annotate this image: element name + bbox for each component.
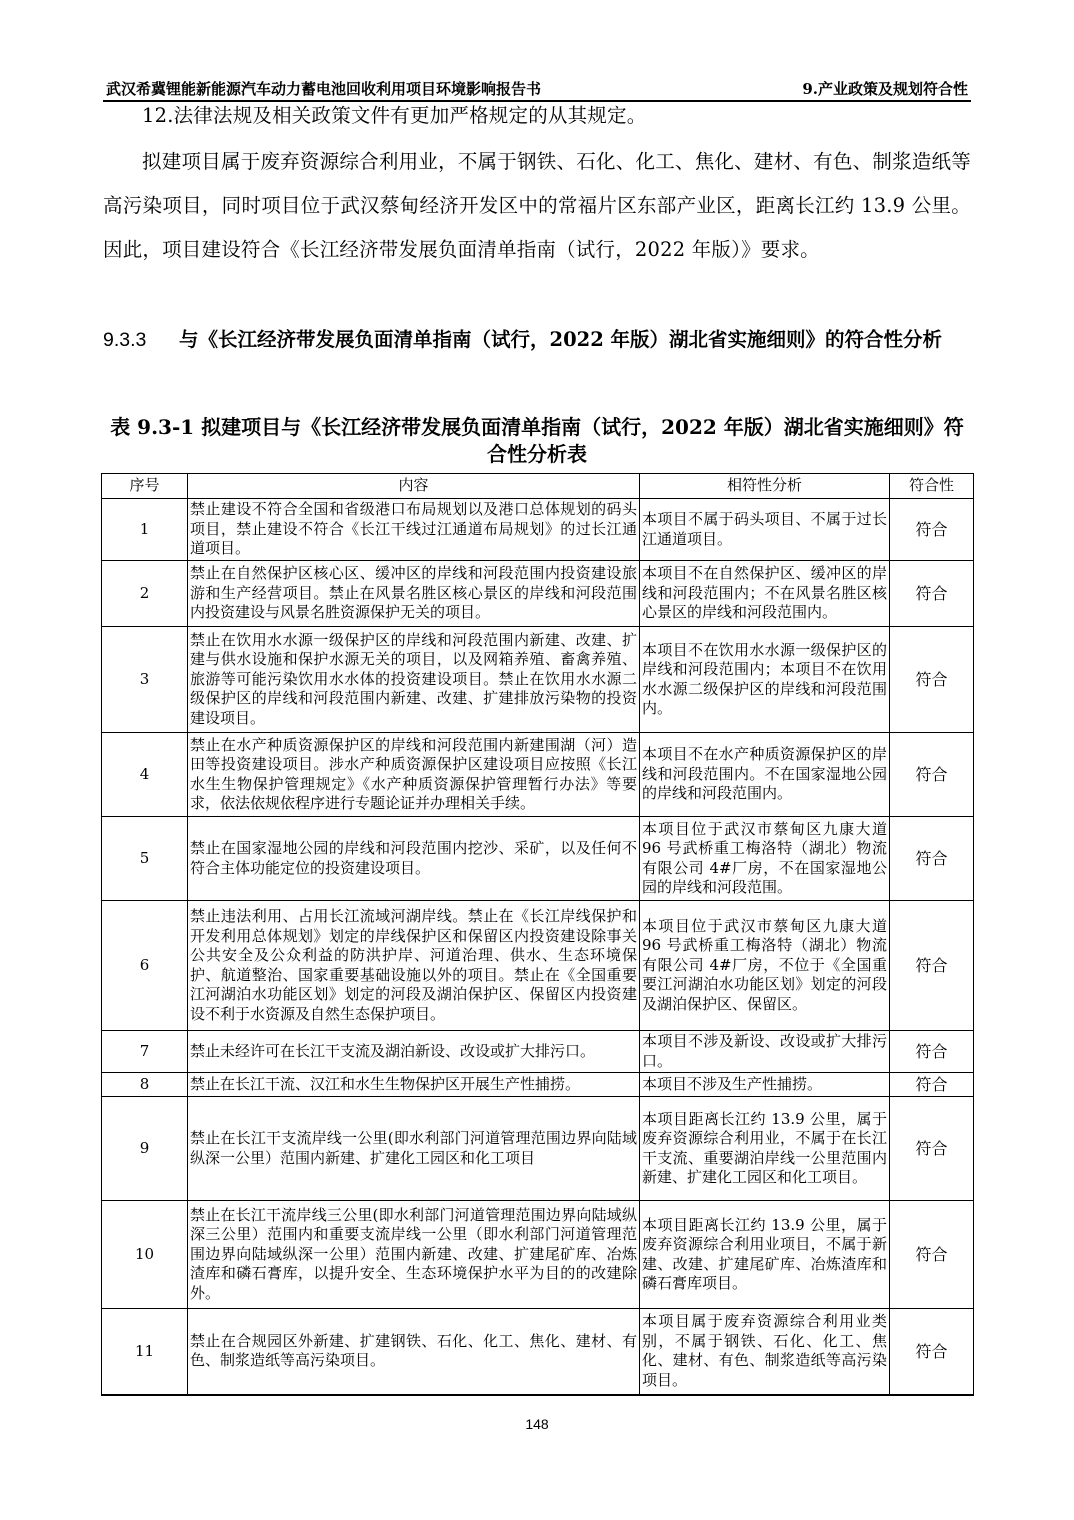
table-row: [102, 627, 974, 733]
row-result: 符合: [890, 1097, 974, 1201]
row-content: 禁止在合规园区外新建、扩建钢铁、石化、化工、焦化、建材、有色、制浆造纸等高污染项目。: [188, 1309, 640, 1395]
row-no: 2: [102, 561, 188, 627]
header-analysis: 相符性分析: [640, 474, 890, 499]
row-no: 8: [102, 1073, 188, 1097]
row-analysis: 本项目距离长江约 13.9 公里，属于废弃资源综合利用业，不属于在长江干支流、重要湖泊岸线一公里范围内新建、扩建化工园区和化工项目。: [640, 1097, 890, 1201]
row-no: 9: [102, 1097, 188, 1201]
row-analysis: 本项目位于武汉市蔡甸区九康大道 96 号武桥重工梅洛特（湖北）物流有限公司 4#厂房，不位于《全国重要江河湖泊水功能区划》划定的河段及湖泊保护区、保留区。: [640, 901, 890, 1031]
header-result: 符合性: [890, 474, 974, 499]
section-number: 9.3.3: [103, 329, 147, 351]
row-content: 禁止在国家湿地公园的岸线和河段范围内挖沙、采矿，以及任何不符合主体功能定位的投资建设项目。: [188, 817, 640, 901]
row-content: 禁止未经许可在长江干支流及湖泊新设、改设或扩大排污口。: [188, 1031, 640, 1073]
table-row: [102, 1201, 974, 1309]
row-content: 禁止在水产种质资源保护区的岸线和河段范围内新建围湖（河）造田等投资建设项目。涉水产种质资源保护区建设项目应按照《长江水生生物保护管理规定》《水产种质资源保护管理暂行办法》等要求，依法依规依程序进行专题论证并办理相关手续。: [188, 733, 640, 817]
row-analysis: 本项目不涉及生产性捕捞。: [640, 1073, 890, 1097]
row-no: 10: [102, 1201, 188, 1309]
table-row: [102, 1309, 974, 1395]
row-no: 7: [102, 1031, 188, 1073]
compliance-table: [101, 473, 974, 1396]
row-analysis: 本项目不在水产种质资源保护区的岸线和河段范围内。不在国家湿地公园的岸线和河段范围内。: [640, 733, 890, 817]
header-section: 9.产业政策及规划符合性: [802, 80, 968, 98]
paragraph-1: 12.法律法规及相关政策文件有更加严格规定的从其规定。: [142, 104, 647, 127]
row-result: 符合: [890, 817, 974, 901]
page-number: 148: [525, 1416, 549, 1432]
row-result: 符合: [890, 733, 974, 817]
row-analysis: 本项目位于武汉市蔡甸区九康大道 96 号武桥重工梅洛特（湖北）物流有限公司 4#厂房，不在国家湿地公园的岸线和河段范围。: [640, 817, 890, 901]
row-result: 符合: [890, 499, 974, 561]
row-analysis: 本项目不涉及新设、改设或扩大排污口。: [640, 1031, 890, 1073]
row-content: 禁止在饮用水水源一级保护区的岸线和河段范围内新建、改建、扩建与供水设施和保护水源无关的项目，以及网箱养殖、畜禽养殖、旅游等可能污染饮用水水体的投资建设项目。禁止在饮用水水源二级保护区的岸线和河段范围内新建、改建、扩建排放污染物的投资建设项目。: [188, 627, 640, 733]
row-content: 禁止违法利用、占用长江流域河湖岸线。禁止在《长江岸线保护和开发利用总体规划》划定的岸线保护区和保留区内投资建设除事关公共安全及公众利益的防洪护岸、河道治理、供水、生态环境保护、航道整治、国家重要基础设施以外的项目。禁止在《全国重要江河湖泊水功能区划》划定的河段及湖泊保护区、保留区内投资建设不利于水资源及自然生态保护项目。: [188, 901, 640, 1031]
row-no: 11: [102, 1309, 188, 1395]
row-result: 符合: [890, 1201, 974, 1309]
table-row: [102, 733, 974, 817]
paragraph-2: 拟建项目属于废弃资源综合利用业，不属于钢铁、石化、化工、焦化、建材、有色、制浆造纸等高污染项目，同时项目位于武汉蔡甸经济开发区中的常福片区东部产业区，距离长江约 13.9 公里。因此，项目建设符合《长江经济带发展负面清单指南（试行，2022 年版）》要求。: [103, 150, 971, 261]
section-title: 与《长江经济带发展负面清单指南（试行，2022 年版）湖北省实施细则》的符合性分析: [179, 328, 943, 351]
header-content: 内容: [188, 474, 640, 499]
table-row: [102, 561, 974, 627]
row-analysis: 本项目不在饮用水水源一级保护区的岸线和河段范围内；本项目不在饮用水水源二级保护区的岸线和河段范围内。: [640, 627, 890, 733]
row-result: 符合: [890, 1031, 974, 1073]
row-no: 4: [102, 733, 188, 817]
header-no: 序号: [102, 474, 188, 499]
row-no: 5: [102, 817, 188, 901]
section-heading: [103, 318, 971, 362]
row-no: 3: [102, 627, 188, 733]
table-caption: 表 9.3-1 拟建项目与《长江经济带发展负面清单指南（试行，2022 年版）湖北省实施细则》符合性分析表: [110, 415, 964, 466]
row-content: 禁止在长江干流、汉江和水生生物保护区开展生产性捕捞。: [188, 1073, 640, 1097]
table-row: [102, 1073, 974, 1097]
row-analysis: 本项目距离长江约 13.9 公里，属于废弃资源综合利用业项目，不属于新建、改建、扩建尾矿库、冶炼渣库和磷石膏库项目。: [640, 1201, 890, 1309]
row-content: 禁止在长江干支流岸线一公里(即水利部门河道管理范围边界向陆域纵深一公里）范围内新建、扩建化工园区和化工项目: [188, 1097, 640, 1201]
row-result: 符合: [890, 561, 974, 627]
row-result: 符合: [890, 627, 974, 733]
table-header-row: [102, 474, 974, 499]
row-no: 1: [102, 499, 188, 561]
table-row: [102, 817, 974, 901]
row-result: 符合: [890, 1073, 974, 1097]
row-analysis: 本项目不在自然保护区、缓冲区的岸线和河段范围内；不在风景名胜区核心景区的岸线和河段范围内。: [640, 561, 890, 627]
table-row: [102, 1031, 974, 1073]
row-content: 禁止在长江干流岸线三公里(即水利部门河道管理范围边界向陆域纵深三公里）范围内和重要支流岸线一公里（即水利部门河道管理范围边界向陆域纵深一公里）范围内新建、改建、扩建尾矿库、冶炼渣库和磷石膏库，以提升安全、生态环境保护水平为目的的改建除外。: [188, 1201, 640, 1309]
row-analysis: 本项目属于废弃资源综合利用业类别，不属于钢铁、石化、化工、焦化、建材、有色、制浆造纸等高污染项目。: [640, 1309, 890, 1395]
table-row: [102, 901, 974, 1031]
row-analysis: 本项目不属于码头项目、不属于过长江通道项目。: [640, 499, 890, 561]
row-no: 6: [102, 901, 188, 1031]
row-result: 符合: [890, 1309, 974, 1395]
row-content: 禁止在自然保护区核心区、缓冲区的岸线和河段范围内投资建设旅游和生产经营项目。禁止在风景名胜区核心景区的岸线和河段范围内投资建设与风景名胜资源保护无关的项目。: [188, 561, 640, 627]
row-result: 符合: [890, 901, 974, 1031]
table-row: [102, 1097, 974, 1201]
row-content: 禁止建设不符合全国和省级港口布局规划以及港口总体规划的码头项目，禁止建设不符合《长江干线过江通道布局规划》的过长江通道项目。: [188, 499, 640, 561]
header-title: 武汉希冀锂能新能源汽车动力蓄电池回收利用项目环境影响报告书: [106, 80, 542, 98]
table-row: [102, 499, 974, 561]
